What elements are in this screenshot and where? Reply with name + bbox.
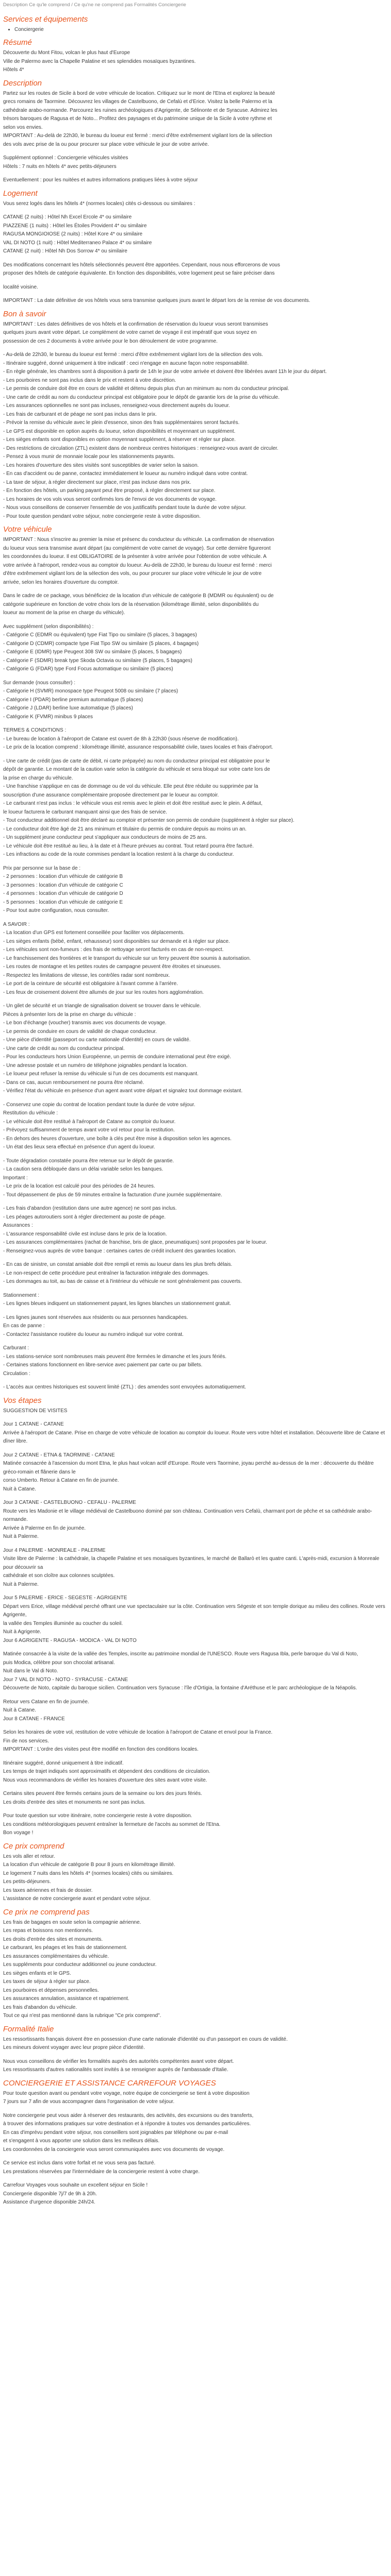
logement-line: CATANE (2 nuits) : Hôtel Nh Excel Ercole 4* ou similaire	[3, 214, 132, 220]
votrevehicule-line: - Un gilet de sécurité et un triangle de signalisation doivent se trouver dans le véhicule.	[3, 1003, 201, 1009]
votrevehicule-line: Stationnement :	[3, 1292, 40, 1298]
votrevehicule-line: - Catégorie F (SDMR) break type Skoda Octavia ou similaire (5 places, 5 bagages)	[3, 657, 192, 664]
votrevehicule-line: - Conservez une copie du contrat de location pendant toute la durée de votre séjour.	[3, 1101, 196, 1108]
vosetapes-line: Matinée consacrée à l'ascension du mont Etna, le plus haut volcan actif d'Europe. Route vers Taormine, joyau perché au-dessus de la mer : découverte du théâtre gréco-romain et flânerie dans le	[3, 1461, 374, 1475]
votrevehicule-line: - Le prix de la location comprend : kilométrage illimité, assurance responsabilité civile, taxes locales et frais d'aéroport.	[3, 744, 273, 750]
vosetapes-line: Nuit à Palerme.	[3, 1534, 39, 1539]
votrevehicule-line: - Catégorie C (EDMR ou équivalent) type Fiat Tipo ou similaire (5 places, 3 bagages)	[3, 632, 197, 638]
votrevehicule-line: - Le prix de la location est calculé pour des périodes de 24 heures.	[3, 1183, 155, 1189]
votrevehicule-line: la prise en charge du véhicule.	[3, 775, 73, 781]
votrevehicule-line: - Catégorie J (LDAR) berline luxe automatique (5 places)	[3, 705, 133, 711]
bonasavoir-block	[3, 320, 388, 521]
formalite-heading: Formalité Italie	[3, 2024, 54, 2033]
vosetapes-heading: Vos étapes	[3, 1396, 42, 1405]
description-line: Hôtels : 7 nuits en hôtels 4* avec petits-déjeuners	[3, 163, 117, 170]
description-line: selon vos envies.	[3, 124, 43, 130]
votrevehicule-line: - Les dommages au toit, au bas de caisse et à l'intérieur du véhicule ne sont généralement pas couverts.	[3, 1279, 242, 1284]
prixcomprend-line: Les vols aller et retour.	[3, 1853, 55, 1859]
votrevehicule-line: loueur au moment de la prise en charge du véhicule).	[3, 610, 125, 616]
conciergerie-line: à trouver des informations pratiques sur votre destination et à répondre à toutes vos demandes particulières.	[3, 2121, 251, 2127]
votrevehicule-line: - Les assurances complémentaires (rachat de franchise, bris de glace, pneumatiques) sont proposées par le loueur.	[3, 1240, 267, 1245]
vosetapes-line: Nous vous recommandons de vérifier les horaires d'ouverture des sites avant votre visite.	[3, 1777, 207, 1783]
logement-line: localité voisine.	[3, 284, 38, 290]
votrevehicule-line: Important :	[3, 1175, 28, 1181]
votrevehicule-line: - Les sièges enfants (bébé, enfant, rehausseur) sont disponibles sur demande et à régler sur place.	[3, 938, 230, 944]
votrevehicule-line: - Prévoyez suffisamment de temps avant votre vol retour pour la restitution.	[3, 1127, 175, 1133]
votrevehicule-line: arrivée, selon les horaires d'ouverture du comptoir.	[3, 579, 119, 585]
bonasavoir-line: - Les horaires d'ouverture des sites visités sont susceptibles de varier selon la saison.	[3, 462, 199, 468]
votrevehicule-line: - Catégorie H (SVMR) monospace type Peugeot 5008 ou similaire (7 places)	[3, 688, 178, 694]
description-line: des vols avec prise de la ou pour procurer sur place votre véhicule le jour de votre arrivée.	[3, 141, 209, 147]
resume-line: Hôtels 4*	[3, 67, 24, 73]
conciergerie-heading: CONCIERGERIE ET ASSISTANCE CARREFOUR VOYAGES	[3, 2078, 216, 2088]
logement-line: CATANE (2 nuit) : Hôtel Nh Dos Sorrow 4* ou similaire	[3, 248, 127, 254]
vosetapes-line: Jour 2 CATANE - ETNA & TAORMINE - CATANE	[3, 1452, 115, 1458]
votrevehicule-line: - Une franchise s'applique en cas de dommage ou de vol du véhicule. Elle peut être réduite ou supprimée par la	[3, 784, 258, 789]
conciergerie-line: et s'engagent à vous apporter une solution dans les meilleurs délais.	[3, 2138, 160, 2144]
formalite-line: Nous vous conseillons de vérifier les formalités auprès des autorités compétentes avant votre départ.	[3, 2058, 234, 2064]
votrevehicule-line: Circulation :	[3, 1370, 30, 1377]
votrevehicule-line: - Catégorie E (IDMR) type Peugeot 308 SW ou similaire (5 places, 5 bagages)	[3, 649, 182, 655]
votrevehicule-line: - Les feux de croisement doivent être allumés de jour sur les routes hors agglomération.	[3, 989, 204, 995]
votrevehicule-line: - La caution sera débloquée dans un délai variable selon les banques.	[3, 1166, 164, 1172]
votrevehicule-line: - Toute dégradation constatée pourra être retenue sur le dépôt de garantie.	[3, 1158, 174, 1164]
conciergerie-line: Les coordonnées de la conciergerie vous seront communiquées avec vos documents de voyage.	[3, 2146, 225, 2153]
votrevehicule-line: Sur demande (nous consulter) :	[3, 680, 76, 686]
prixnecomprend-line: Le carburant, les péages et les frais de stationnement.	[3, 1945, 127, 1951]
prixcomprend-heading: Ce prix comprend	[3, 1841, 64, 1851]
votrevehicule-line: - 3 personnes : location d'un véhicule de catégorie C	[3, 882, 123, 888]
vosetapes-line: Jour 6 AGRIGENTE - RAGUSA - MODICA - VAL DI NOTO	[3, 1637, 137, 1643]
votrevehicule-line: IMPORTANT : Nous s'inscrire au premier la mise et présenc du conducteur du véhicule. La confirmation de réservation	[3, 537, 274, 543]
bonasavoir-line: - En fonction des hôtels, un parking payant peut être proposé, à régler directement sur place.	[3, 488, 216, 494]
votrevehicule-line: - Renseignez-vous auprès de votre banque : certaines cartes de crédit incluent des garanties location.	[3, 1248, 236, 1254]
logement-line: PIAZZENE (1 nuits) : Hôtel les Étoiles Provident 4* ou similaire	[3, 223, 147, 229]
prixnecomprend-line: Les frais d'abandon du véhicule.	[3, 2004, 77, 2010]
services-list	[3, 26, 388, 35]
description-line: Eventuellement : pour les nuitées et autres informations pratiques liées à votre séjour	[3, 177, 198, 183]
prixnecomprend-line: Les repas et boissons non mentionnés.	[3, 1928, 93, 1934]
logement-heading: Logement	[3, 189, 38, 198]
vosetapes-line: Arrivée à l'aéroport de Catane. Prise en charge de votre véhicule de location au comptoir du loueur. Route vers votre hôtel et installation. Découverte libre de Catane et dîner libre.	[3, 1430, 385, 1444]
vosetapes-line: Bon voyage !	[3, 1830, 34, 1836]
resume-line: Découverte du Mont Fitou, volcan le plus haut d'Europe	[3, 50, 130, 56]
prixcomprend-line: La location d'un véhicule de catégorie B pour 8 jours en kilométrage illimité.	[3, 1862, 175, 1868]
votrevehicule-line: - Catégorie D (CDMR) compacte type Fiat Tipo SW ou similaire (5 places, 4 bagages)	[3, 640, 199, 647]
vosetapes-line: Les conditions météorologiques peuvent entraîner la fermeture de l'accès au sommet de l'Etna.	[3, 1821, 221, 1827]
services-item: • Conciergerie	[14, 26, 388, 35]
conciergerie-line: Conciergerie disponible 7j/7 de 9h à 20h.	[3, 2191, 97, 2197]
votrevehicule-line: - Le carburant n'est pas inclus : le véhicule vous est remis avec le plein et doit être restitué avec le plein. A défaut,	[3, 801, 263, 806]
votrevehicule-line: - Catégorie K (FVMR) minibus 9 places	[3, 714, 93, 720]
prixnecomprend-line: Les taxes de séjour à régler sur place.	[3, 1979, 91, 1985]
votrevehicule-line: - Vérifiez l'état du véhicule en présence d'un agent avant votre départ et signalez tout dommage existant.	[3, 1088, 243, 1094]
vosetapes-line: Nuit à Agrigente.	[3, 1629, 41, 1635]
resume-line: Ville de Palermo avec la Chapelle Palatine et ses splendides mosaïques byzantines.	[3, 58, 196, 64]
vosetapes-line: Nuit à Catane.	[3, 1707, 36, 1713]
votrevehicule-line: - En dehors des heures d'ouverture, une boîte à clés peut être mise à disposition selon les agences.	[3, 1136, 232, 1142]
vosetapes-line: Jour 4 PALERME - MONREALE - PALERME	[3, 1547, 106, 1553]
votrevehicule-line: - Tout conducteur additionnel doit être déclaré au comptoir et présenter son permis de conduire (supplément à régler sur place).	[3, 818, 295, 823]
votrevehicule-line: - Les infractions au code de la route commises pendant la location restent à la charge du conducteur.	[3, 852, 234, 857]
vosetapes-line: Nuit à Palerme.	[3, 1581, 39, 1587]
formalite-line: Les mineurs doivent voyager avec leur propre pièce d'identité.	[3, 2045, 145, 2050]
description-line: grecs romains de Taormine. Découvrez les villages de Castelbuono, de Cefalù et d'Erice. Visitez la belle Palermo et la	[3, 99, 272, 105]
votrevehicule-line: - Pour les conducteurs hors Union Européenne, un permis de conduire international peut être exigé.	[3, 1054, 231, 1060]
vosetapes-line: Arrivée à Palerme en fin de journée.	[3, 1525, 86, 1531]
votrevehicule-line: - Le véhicule doit être restitué au lieu, à la date et à l'heure prévues au contrat. Tout retard pourra être facturé.	[3, 843, 254, 849]
vosetapes-line: Jour 3 CATANE - CASTELBUONO - CEFALU - PALERME	[3, 1500, 136, 1505]
votrevehicule-line: - Le franchissement des frontières et le transport du véhicule sur un ferry peuvent être soumis à autorisation.	[3, 955, 251, 961]
votrevehicule-line: - Pour tout autre configuration, nous consulter.	[3, 908, 109, 913]
votrevehicule-line: - Le conducteur doit être âgé de 21 ans minimum et titulaire du permis de conduire depuis au moins un an.	[3, 826, 247, 832]
bonasavoir-line: - Le permis de conduire doit être en cours de validité et détenu depuis plus d'un an minimum au nom du conducteur principal.	[3, 386, 289, 392]
votrevehicule-line: - Les stations-service sont nombreuses mais peuvent être fermées le dimanche et les jours fériés.	[3, 1353, 226, 1360]
page-breadcrumb: Description Ce qu'le comprend / Ce qu'ne ne comprend pas Formalités Conciergerie	[3, 2, 186, 8]
prixcomprend-line: L'assistance de notre conciergerie avant et pendant votre séjour.	[3, 1896, 151, 1902]
votrevehicule-line: - Le véhicule doit être restitué à l'aéroport de Catane au comptoir du loueur.	[3, 1118, 176, 1125]
vosetapes-line: la vallée des Temples illuminée au coucher du soleil.	[3, 1620, 123, 1626]
votrevehicule-line: A SAVOIR :	[3, 921, 30, 927]
vosetapes-line: Itinéraire suggéré, donné uniquement à titre indicatif.	[3, 1760, 124, 1766]
votrevehicule-line: Prix par personne sur la base de :	[3, 865, 81, 871]
bonasavoir-line: - Nous vous conseillons de conserver l'ensemble de vos justificatifs pendant toute la durée de votre séjour.	[3, 505, 247, 511]
votrevehicule-line: En cas de panne :	[3, 1323, 45, 1329]
bonasavoir-line: - Au-delà de 22h30, le bureau du loueur est fermé : merci d'être extrêmement vigilant lors de la sélection des vols.	[3, 352, 263, 358]
resume-block	[3, 49, 388, 75]
vosetapes-block	[3, 1407, 388, 1838]
description-line: Partez sur les routes de Sicile à bord de votre véhicule de location. Critiquez sur le mont de l'Etna et explorez la beauté	[3, 90, 275, 96]
votrevehicule-line: - Catégorie G (FDAR) type Ford Focus automatique ou similaire (5 places)	[3, 666, 173, 672]
prixcomprend-block	[3, 1853, 388, 1904]
description-line: trésors baroques de Ragusa et de Noto... Profitez des paysages et du patrimoine unique de la Sicile à votre rythme et	[3, 116, 272, 122]
vosetapes-line: SUGGESTION DE VISITES	[3, 1408, 68, 1414]
votrevehicule-line: - Un état des lieux sera effectué en présence d'un agent du loueur.	[3, 1144, 155, 1150]
votrevehicule-line: Pièces à présenter lors de la prise en charge du véhicule :	[3, 1011, 136, 1018]
vosetapes-line: Visite libre de Palerme : la cathédrale, la chapelle Palatine et ses mosaïques byzantines, le marché de Ballarò et les quatre canti. L'après-midi, excursion à Monreale pour découvrir sa	[3, 1556, 380, 1570]
conciergerie-line: Pour toute question avant ou pendant votre voyage, notre équipe de conciergerie se tient à votre disposition	[3, 2090, 250, 2096]
votrevehicule-line: - 4 personnes : location d'un véhicule de catégorie D	[3, 891, 123, 896]
votrevehicule-line: - Le port de la ceinture de sécurité est obligatoire à l'avant comme à l'arrière.	[3, 981, 178, 987]
vosetapes-line: Jour 7 VAL DI NOTO - NOTO - SYRACUSE - CATANE	[3, 1676, 128, 1683]
vosetapes-line: Selon les horaires de votre vol, restitution de votre véhicule de location à l'aéroport de Catane et envol pour la France.	[3, 1730, 273, 1735]
votrevehicule-line: - Certaines stations fonctionnent en libre-service avec paiement par carte ou par billets.	[3, 1362, 203, 1368]
conciergerie-line: Carrefour Voyages vous souhaite un excellent séjour en Sicile !	[3, 2182, 148, 2188]
bonasavoir-line: - Les horaires de vos vols vous seront confirmés lors de l'envoi de vos documents de voyage.	[3, 496, 217, 502]
conciergerie-line: Les prestations réservées par l'intermédiaire de la conciergerie restent à votre charge.	[3, 2168, 200, 2175]
logement-line: proposer des hôtels de catégorie équivalente. En fonction des disponibilités, votre logement peut se faire préciser dans	[3, 270, 275, 276]
conciergerie-line: Assistance d'urgence disponible 24h/24.	[3, 2199, 95, 2205]
conciergerie-line: Notre conciergerie peut vous aider à réserver des restaurants, des activités, des excursions ou des transferts,	[3, 2112, 254, 2119]
votrevehicule-line: dépôt de garantie. Le montant de la caution varie selon la catégorie du véhicule et sera bloqué sur votre carte lors de	[3, 767, 270, 772]
votrevehicule-line: le loueur facturera le carburant manquant ainsi que des frais de service.	[3, 809, 167, 815]
votrevehicule-line: - Les lignes jaunes sont réservées aux résidents ou aux personnes handicapées.	[3, 1314, 188, 1320]
votrevehicule-line: Assurances :	[3, 1223, 33, 1228]
bonasavoir-line: - En cas d'accident ou de panne, contactez immédiatement le loueur au numéro indiqué dans votre contrat.	[3, 471, 248, 477]
votrevehicule-line: - Contactez l'assistance routière du loueur au numéro indiqué sur votre contrat.	[3, 1331, 184, 1337]
votrevehicule-line: Carburant :	[3, 1345, 29, 1351]
votrevehicule-line: - L'accès aux centres historiques est souvent limité (ZTL) : des amendes sont envoyées automatiquement.	[3, 1384, 247, 1390]
vosetapes-line: Jour 8 CATANE - FRANCE	[3, 1716, 65, 1722]
votrevehicule-line: - Un supplément jeune conducteur peut s'appliquer aux conducteurs de moins de 25 ans.	[3, 835, 207, 840]
votrevehicule-line: - Le permis de conduire en cours de validité de chaque conducteur.	[3, 1028, 157, 1035]
bonasavoir-line: - Une carte de crédit au nom du conducteur principal est obligatoire pour le dépôt de garantie lors de la prise du véhicule.	[3, 394, 280, 400]
votrevehicule-line: - Les routes de montagne et les petites routes de campagne peuvent être étroites et sinueuses.	[3, 964, 221, 970]
conciergerie-line: 7 jours sur 7 afin de vous accompagner dans l'organisation de votre séjour.	[3, 2099, 175, 2105]
bonasavoir-line: - Prévoir la remise du véhicule avec le plein d'essence, sinon des frais supplémentaires seront facturés.	[3, 420, 240, 426]
bonasavoir-line: - Des restrictions de circulation (ZTL) existent dans de nombreux centres historiques : renseignez-vous avant de circuler.	[3, 445, 279, 451]
services-heading: Services et équipements	[3, 14, 88, 24]
logement-line: IMPORTANT : La date définitive de vos hôtels vous sera transmise quelques jours avant le départ lors de la remise de vos documents.	[3, 298, 311, 303]
bonasavoir-line: possession de ces 2 documents à votre arrivée pour le bon déroulement de votre programme.	[3, 338, 218, 344]
vosetapes-line: Découverte de Noto, capitale du baroque sicilien. Continuation vers Syracuse : l'île d'Ortigia, la fontaine d'Aréthuse et le parc archéologique de la Néapolis.	[3, 1685, 357, 1691]
bonasavoir-line: - Les assurances optionnelles ne sont pas incluses, renseignez-vous directement auprès du loueur.	[3, 403, 230, 409]
vosetapes-line: Départ vers Erice, village médiéval perché offrant une vue spectaculaire sur la côte. Continuation vers Ségeste et son temple dorique au milieu des collines. Route vers Agrigente,	[3, 1603, 385, 1618]
votrevehicule-line: - Les véhicules sont non-fumeurs : des frais de nettoyage seront facturés en cas de non-respect.	[3, 947, 224, 953]
logement-line: Vous serez logés dans les hôtels 4* (normes locales) cités ci-dessous ou similaires :	[3, 200, 196, 207]
bonasavoir-line: - Les sièges enfants sont disponibles en option moyennant supplément, à réserver et régler sur place.	[3, 437, 236, 443]
conciergerie-line: En cas d'imprévu pendant votre séjour, nos conseillers sont joignables par téléphone ou par e-mail	[3, 2129, 229, 2136]
votrevehicule-line: - Respectez les limitations de vitesse, les contrôles radar sont nombreux.	[3, 972, 170, 978]
logement-line: RAGUSA MONGIOIOSE (2 nuits) : Hôtel Kore 4* ou similaire	[3, 231, 143, 237]
vosetapes-line: IMPORTANT : L'ordre des visites peut être modifié en fonction des conditions locales.	[3, 1747, 199, 1752]
votrevehicule-line: catégorie supérieure en fonction de votre choix lors de la réservation (kilométrage illimité, selon disponibilités du	[3, 601, 259, 607]
vosetapes-line: Pour toute question sur votre itinéraire, notre conciergerie reste à votre disposition.	[3, 1813, 192, 1819]
vosetapes-line: Route vers les Madonie et le village médiéval de Castelbuono dominé par son château. Continuation vers Cefalù, charmant port de pêche et sa cathédrale arabo-normande.	[3, 1508, 372, 1522]
prixnecomprend-block	[3, 1919, 388, 2021]
votrevehicule-line: - L'assurance responsabilité civile est incluse dans le prix de la location.	[3, 1231, 167, 1237]
votrevehicule-line: - Catégorie I (PDAR) berline premium automatique (5 places)	[3, 697, 143, 703]
logement-line: Des modifications concernant les hôtels sélectionnés peuvent être apportées. Cependant, nous nous efforcerons de vous	[3, 262, 280, 268]
prixnecomprend-line: Les frais de bagages en soute selon la compagnie aérienne.	[3, 1919, 141, 1925]
prixnecomprend-heading: Ce prix ne comprend pas	[3, 1907, 90, 1917]
vosetapes-line: puis Modica, célèbre pour son chocolat artisanal.	[3, 1659, 115, 1666]
votrevehicule-line: - Dans ce cas, aucun remboursement ne pourra être réclamé.	[3, 1079, 144, 1086]
bonasavoir-line: - Le GPS est disponible en option auprès du loueur, selon disponibilités et moyennant un supplément.	[3, 428, 236, 434]
votrevehicule-line: - Le loueur peut refuser la remise du véhicule si l'un de ces documents est manquant.	[3, 1071, 199, 1077]
vosetapes-line: Matinée consacrée à la visite de la vallée des Temples, inscrite au patrimoine mondial de l'UNESCO. Route vers Ragusa Ibla, perle baroque du Val di Noto,	[3, 1651, 359, 1657]
prixnecomprend-line: Tout ce qui n'est pas mentionné dans la rubrique "Ce prix comprend".	[3, 2013, 161, 2019]
votrevehicule-line: Avec supplément (selon disponibilités) :	[3, 623, 94, 630]
prixnecomprend-line: Les assurances complémentaires du véhicule.	[3, 1953, 109, 1959]
formalite-line: Les ressortissants français doivent être en possession d'une carte nationale d'identité ou d'un passeport en cours de validité.	[3, 2036, 288, 2042]
bonasavoir-line: IMPORTANT : Les dates définitives de vos hôtels et la confirmation de réservation du loueur vous seront transmises	[3, 321, 268, 327]
prixcomprend-line: Le logement 7 nuits dans les hôtels 4* (normes locales) cités ou similaires.	[3, 1870, 174, 1876]
votrevehicule-block	[3, 536, 388, 1392]
vosetapes-line: Les temps de trajet indiqués sont approximatifs et dépendent des conditions de circulation.	[3, 1769, 210, 1774]
votrevehicule-line: - Les lignes bleues indiquent un stationnement payant, les lignes blanches un stationnement gratuit.	[3, 1301, 231, 1307]
bonasavoir-line: - Les pourboires ne sont pas inclus dans le prix et restent à votre discrétion.	[3, 377, 176, 383]
bonasavoir-line: - Les frais de carburant et de péage ne sont pas inclus dans le prix.	[3, 411, 157, 417]
logement-block	[3, 200, 388, 306]
votrevehicule-line: - Une pièce d'identité (passeport ou carte nationale d'identité) en cours de validité.	[3, 1037, 191, 1043]
votrevehicule-line: - 2 personnes : location d'un véhicule de catégorie B	[3, 874, 123, 879]
formalite-line: Les ressortissants d'autres nationalités sont invités à se renseigner auprès de l'ambassade d'Italie.	[3, 2067, 229, 2073]
bonasavoir-line: - En règle générale, les chambres sont à disposition à partir de 14h le jour de votre arrivée et doivent être libérées avant 11h le jour du départ.	[3, 369, 327, 375]
votrevehicule-line: Dans le cadre de ce package, vous bénéficiez de la location d'un véhicule de catégorie B (MDMR ou équivalent) ou de	[3, 593, 274, 599]
votrevehicule-line: du loueur vous sera transmise avant départ (au complément de votre carnet de voyage). Sur cette dernière figureront	[3, 545, 271, 551]
votrevehicule-line: - Le bon d'échange (voucher) transmis avec vos documents de voyage.	[3, 1020, 167, 1026]
votrevehicule-line: - Une adresse postale et un numéro de téléphone joignables pendant la location.	[3, 1062, 188, 1069]
prixnecomprend-line: Les sièges enfants et le GPS.	[3, 1970, 71, 1976]
prixnecomprend-line: Les assurances annulation, assistance et rapatriement.	[3, 1996, 129, 2002]
bonasavoir-line: - Itinéraire suggéré, donné uniquement à titre indicatif : ceci n'engage en aucune façon notre responsabilité.	[3, 360, 249, 366]
bonasavoir-line: - Pour toute question pendant votre séjour, notre conciergerie reste à votre disposition.	[3, 513, 201, 519]
prixnecomprend-line: Les suppléments pour conducteur additionnel ou jeune conducteur.	[3, 1962, 157, 1968]
vosetapes-line: Jour 1 CATANE - CATANE	[3, 1421, 64, 1427]
description-block	[3, 90, 388, 185]
description-line: Supplément optionnel : Conciergerie véhicules visitées	[3, 155, 128, 161]
votrevehicule-line: - Les péages autoroutiers sont à régler directement au poste de péage.	[3, 1214, 166, 1220]
logement-line: VAL DI NOTO (1 nuit) : Hôtel Mediterraneo Palace 4* ou similaire	[3, 240, 152, 246]
prixcomprend-line: Les taxes aériennes et frais de dossier.	[3, 1887, 93, 1893]
vosetapes-line: Nuit à Catane.	[3, 1486, 36, 1492]
vosetapes-line: corso Umberto. Retour à Catane en fin de journée.	[3, 1478, 119, 1483]
vosetapes-line: Jour 5 PALERME - ERICE - SEGESTE - AGRIGENTE	[3, 1595, 127, 1601]
votrevehicule-line: d'être extrêmement vigilant lors de la sélection des vols, ou pour procurer sur place votre véhicule le jour de votre	[3, 571, 262, 577]
vosetapes-line: Fin de nos services.	[3, 1738, 49, 1744]
vosetapes-line: Nuit dans le Val di Noto.	[3, 1668, 58, 1674]
description-heading: Description	[3, 78, 42, 88]
votrevehicule-line: - 5 personnes : location d'un véhicule de catégorie E	[3, 899, 123, 905]
votrevehicule-line: - Le bureau de location à l'aéroport de Catane est ouvert de 8h à 22h30 (sous réserve de modification).	[3, 736, 239, 742]
votrevehicule-heading: Votre véhicule	[3, 525, 52, 534]
vosetapes-line: cathédrale et son cloître aux colonnes sculptées.	[3, 1573, 115, 1579]
vosetapes-line: Retour vers Catane en fin de journée.	[3, 1699, 89, 1705]
votrevehicule-line: votre arrivée à l'aéroport, rendez-vous au comptoir du loueur. Au-delà de 22h30, le bureau du loueur est fermé : merci	[3, 562, 272, 568]
prixnecomprend-line: Les droits d'entrée des sites et monuments.	[3, 1936, 103, 1942]
description-line: IMPORTANT : Au-delà de 22h30, le bureau du loueur est fermé : merci d'être extrêmement vigilant lors de la sélection	[3, 133, 272, 139]
prixnecomprend-line: Les pourboires et dépenses personnelles.	[3, 1987, 99, 1993]
votrevehicule-line: Restitution du véhicule :	[3, 1110, 58, 1116]
resume-heading: Résumé	[3, 38, 32, 47]
votrevehicule-line: - Le non-respect de cette procédure peut entraîner la facturation intégrale des dommages.	[3, 1270, 209, 1276]
formalite-block	[3, 2036, 388, 2075]
votrevehicule-line: - Une carte de crédit au nom du conducteur principal.	[3, 1045, 125, 1052]
votrevehicule-line: - Une carte de crédit (pas de carte de débit, ni carte prépayée) au nom du conducteur principal est obligatoire pour le	[3, 758, 270, 764]
vosetapes-line: Les droits d'entrée des sites et monuments ne sont pas inclus.	[3, 1799, 145, 1805]
bonasavoir-heading: Bon à savoir	[3, 309, 46, 318]
bonasavoir-line: - La taxe de séjour, à régler directement sur place, n'est pas incluse dans nos prix.	[3, 479, 191, 485]
conciergerie-block	[3, 2090, 388, 2207]
description-line: cathédrale arabo-normande. Parcourez les ruines archéologiques d'Agrigente, de Sélinonte et de Syracuse. Admirez les	[3, 107, 278, 113]
votrevehicule-line: - La location d'un GPS est fortement conseillée pour faciliter vos déplacements.	[3, 930, 185, 936]
votrevehicule-line: - Tout dépassement de plus de 59 minutes entraîne la facturation d'une journée supplémentaire.	[3, 1192, 222, 1198]
votrevehicule-line: les coordonnées du loueur. Il est OBLIGATOIRE de la présenter à votre arrivée pour l'obtention de votre véhicule. A	[3, 554, 267, 560]
bonasavoir-line: quelques jours avant votre départ. Le complément de votre carnet de voyage il est impératif que vous soyez en	[3, 330, 257, 335]
vosetapes-line: Certains sites peuvent être fermés certains jours de la semaine ou lors des jours fériés.	[3, 1791, 202, 1797]
votrevehicule-line: TERMES & CONDITIONS :	[3, 727, 67, 733]
bonasavoir-line: - Pensez à vous munir de monnaie locale pour les stationnements payants.	[3, 454, 175, 460]
votrevehicule-line: souscription d'une assurance complémentaire proposée directement par le loueur au comptoir.	[3, 792, 219, 798]
conciergerie-line: Ce service est inclus dans votre forfait et ne vous sera pas facturé.	[3, 2160, 156, 2166]
votrevehicule-line: - Les frais d'abandon (restitution dans une autre agence) ne sont pas inclus.	[3, 1206, 177, 1211]
votrevehicule-line: - En cas de sinistre, un constat amiable doit être rempli et remis au loueur dans les plus brefs délais.	[3, 1262, 233, 1267]
prixcomprend-line: Les petits-déjeuners.	[3, 1879, 51, 1885]
